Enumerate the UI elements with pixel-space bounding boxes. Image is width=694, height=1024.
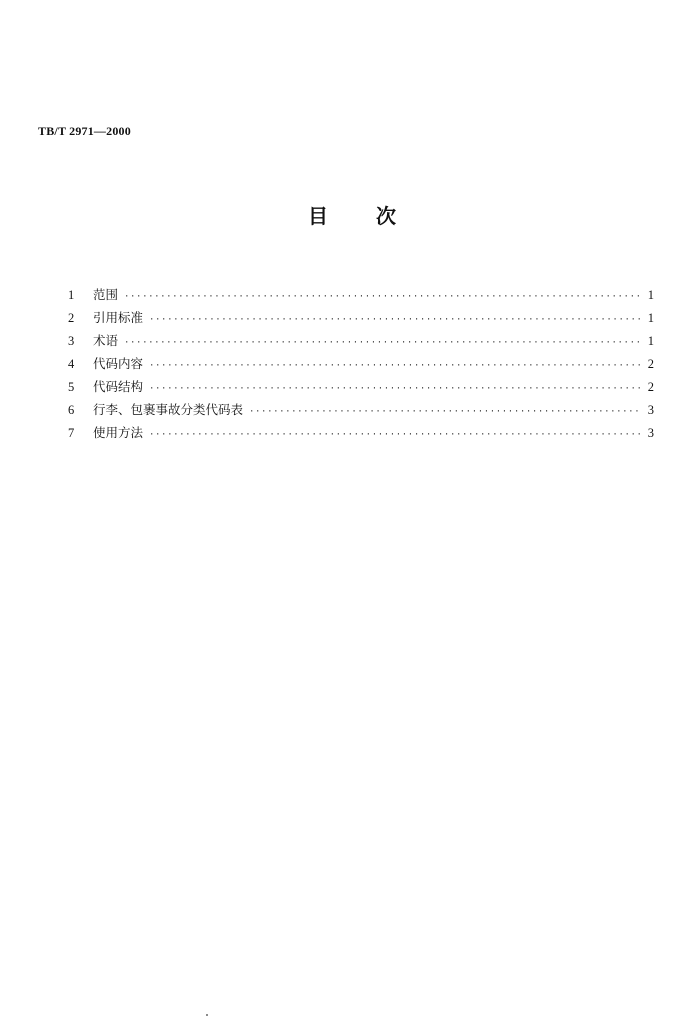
standard-code-header: TB/T 2971—2000 — [38, 124, 131, 138]
toc-entry-label: 代码内容 — [93, 356, 144, 371]
toc-entry-page: 2 — [647, 380, 654, 394]
toc-entry-label: 代码结构 — [93, 379, 144, 394]
toc-entry-page: 1 — [647, 288, 654, 302]
toc-entry-page: 2 — [647, 357, 654, 371]
toc-entry-label: 引用标准 — [93, 310, 144, 325]
toc-entry-label: 使用方法 — [93, 425, 144, 440]
toc-entry-code-structure[interactable] — [68, 375, 654, 398]
toc-list — [68, 283, 654, 444]
toc-entry-page: 3 — [647, 403, 654, 417]
scan-speck — [206, 1014, 208, 1016]
toc-title — [0, 200, 694, 229]
toc-entry-page: 1 — [647, 311, 654, 325]
toc-entry-number: 3 — [68, 334, 75, 348]
toc-entry-label: 行李、包裹事故分类代码表 — [93, 402, 244, 417]
toc-entry-terms[interactable] — [68, 329, 654, 352]
dot-leader — [149, 424, 640, 447]
toc-entry-page: 1 — [647, 334, 654, 348]
toc-entry-number: 5 — [68, 380, 75, 394]
toc-entry-label: 范围 — [93, 287, 119, 302]
toc-entry-number: 1 — [68, 288, 75, 302]
toc-entry-number: 2 — [68, 311, 75, 325]
dot-leader — [149, 309, 640, 332]
toc-entry-code-content[interactable] — [68, 352, 654, 375]
dot-leader — [249, 401, 640, 424]
dot-leader — [124, 286, 640, 309]
toc-entry-number: 4 — [68, 357, 75, 371]
toc-entry-label: 术语 — [93, 333, 119, 348]
toc-entry-normative-references[interactable] — [68, 306, 654, 329]
toc-entry-scope[interactable] — [68, 283, 654, 306]
toc-entry-code-table[interactable] — [68, 398, 654, 421]
toc-entry-number: 6 — [68, 403, 75, 417]
dot-leader — [124, 332, 640, 355]
toc-title-part: 次 — [376, 204, 396, 228]
toc-entry-usage[interactable] — [68, 421, 654, 444]
toc-title-part: 目 — [308, 204, 328, 228]
dot-leader — [149, 355, 640, 378]
toc-entry-number: 7 — [68, 426, 75, 440]
toc-entry-page: 3 — [647, 426, 654, 440]
